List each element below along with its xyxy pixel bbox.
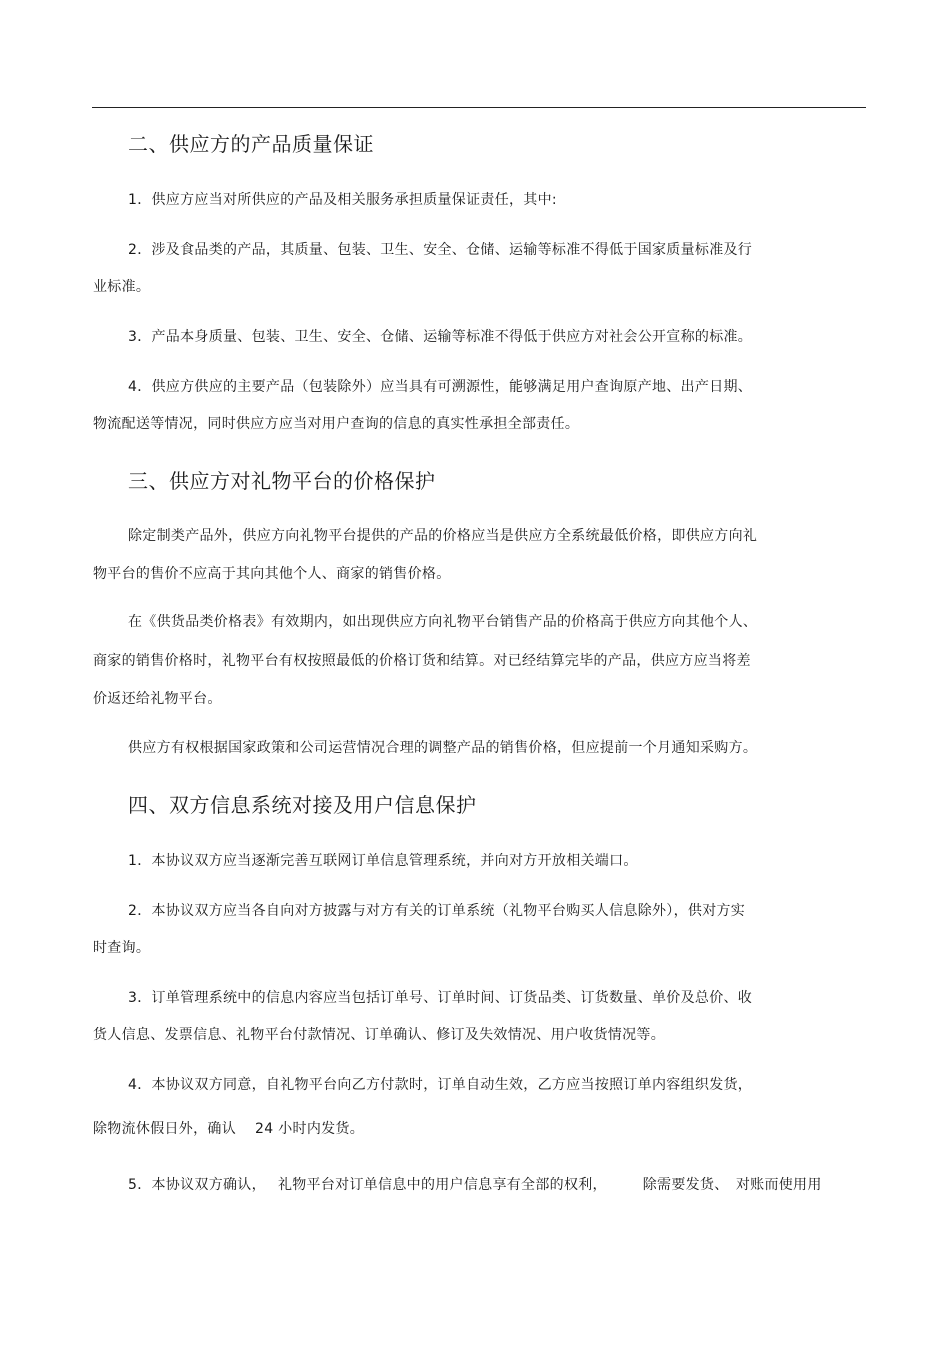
paragraph-line: 3．订单管理系统中的信息内容应当包括订单号、订单时间、订货品类、订货数量、单价及总价、收 [128, 990, 753, 1006]
paragraph-line: 2．本协议双方应当各自向对方披露与对方有关的订单系统（礼物平台购买人信息除外），供对方实 [128, 903, 746, 919]
paragraph-line: 货人信息、发票信息、礼物平台付款情况、订单确认、修订及失效情况、用户收货情况等。 [93, 1027, 665, 1043]
paragraph-line: 除定制类产品外，供应方向礼物平台提供的产品的价格应当是供应方全系统最低价格，即供应方向礼 [128, 528, 758, 544]
paragraph-line: 3．产品本身质量、包装、卫生、安全、仓储、运输等标准不得低于供应方对社会公开宣称的标准。 [128, 329, 753, 345]
paragraph-line: 4．供应方供应的主要产品（包装除外）应当具有可溯源性，能够满足用户查询原产地、出产日期、 [128, 379, 753, 395]
paragraph-line: 1．供应方应当对所供应的产品及相关服务承担质量保证责任，其中: [128, 192, 557, 208]
paragraph-line: 4．本协议双方同意，自礼物平台向乙方付款时，订单自动生效，乙方应当按照订单内容组织发货， [128, 1077, 753, 1093]
paragraph-line: 供应方有权根据国家政策和公司运营情况合理的调整产品的销售价格，但应提前一个月通知采购方。 [128, 740, 758, 756]
section-heading: 四、双方信息系统对接及用户信息保护 [128, 793, 477, 817]
paragraph-line: 时查询。 [93, 940, 151, 956]
paragraph-line: 5．本协议双方确认， 礼物平台对订单信息中的用户信息享有全部的权利， 除需要发货、 对账而使用用 [128, 1177, 822, 1193]
header-rule [92, 107, 866, 108]
paragraph-line: 物流配送等情况，同时供应方应当对用户查询的信息的真实性承担全部责任。 [93, 416, 580, 432]
section-heading: 二、供应方的产品质量保证 [128, 132, 374, 156]
paragraph-line: 1．本协议双方应当逐渐完善互联网订单信息管理系统，并向对方开放相关端口。 [128, 853, 638, 869]
paragraph-line: 价返还给礼物平台。 [93, 691, 222, 707]
paragraph-line: 2．涉及食品类的产品，其质量、包装、卫生、安全、仓储、运输等标准不得低于国家质量标准及行 [128, 242, 753, 258]
section-heading: 三、供应方对礼物平台的价格保护 [128, 469, 436, 493]
paragraph-line: 业标准。 [93, 279, 151, 295]
paragraph-line: 在《供货品类价格表》有效期内，如出现供应方向礼物平台销售产品的价格高于供应方向其他个人、 [128, 614, 758, 630]
paragraph-line: 除物流休假日外，确认 24 小时内发货。 [93, 1121, 365, 1137]
paragraph-line: 物平台的售价不应高于其向其他个人、商家的销售价格。 [93, 566, 451, 582]
paragraph-line: 商家的销售价格时，礼物平台有权按照最低的价格订货和结算。对已经结算完毕的产品，供应方应当将差 [93, 653, 751, 669]
